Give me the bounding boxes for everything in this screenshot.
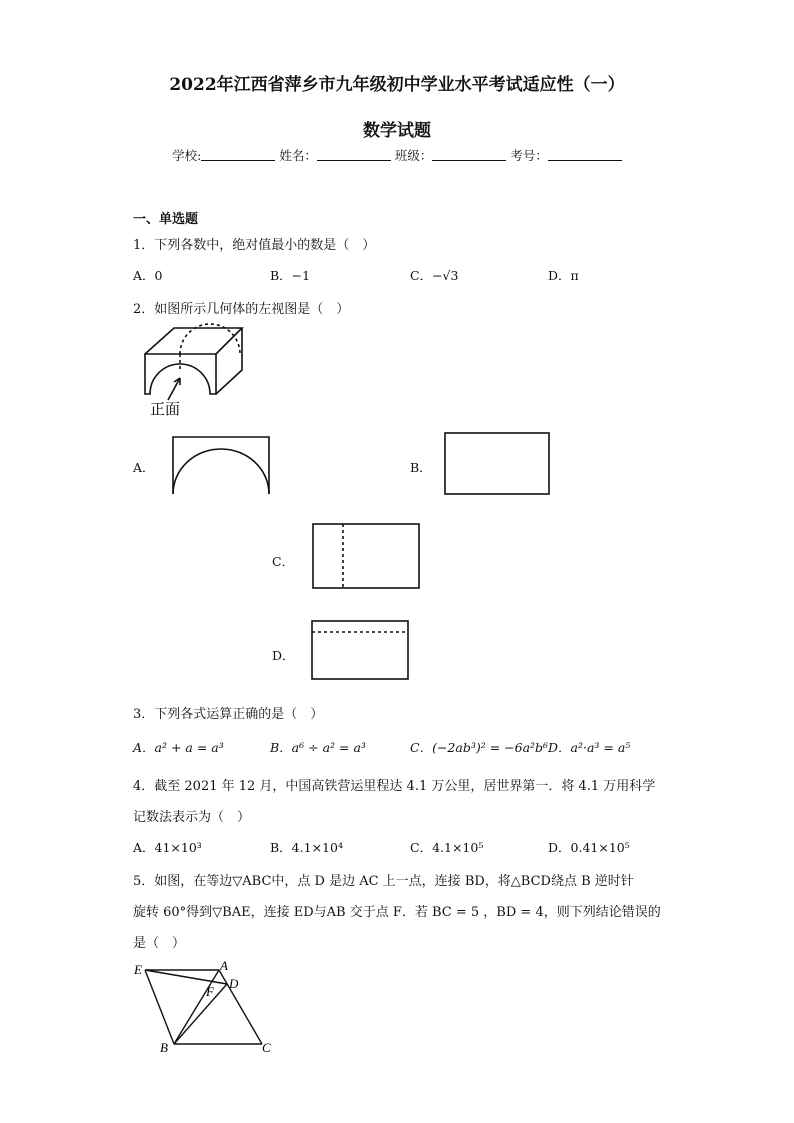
q2-option-d: D． (272, 648, 295, 663)
point-c-label: C (262, 1040, 271, 1055)
school-label: 学校: (172, 148, 202, 163)
class-label: 班级： (394, 148, 433, 163)
student-info-line (0, 146, 794, 164)
q2-option-d-shape (311, 620, 411, 682)
q1-option-c: C．−√3 (410, 268, 459, 283)
q1-option-a: A．0 (133, 268, 163, 283)
q4-option-c: C．4.1×10⁵ (410, 840, 484, 855)
q4-option-d: D．0.41×10⁵ (548, 840, 630, 855)
class-blank (432, 148, 506, 161)
exam-number-label: 考号： (510, 148, 548, 163)
q3-option-a: A．a² + a = a³ (133, 740, 224, 755)
q5-triangle-figure (130, 958, 280, 1058)
q1-option-b: B．−1 (270, 268, 311, 283)
q4-stem-line1: 4．截至 2021 年 12 月，中国高铁营运里程达 4.1 万公里，居世界第一．将 4.1 万用科学 (133, 779, 656, 794)
q5-stem-line1: 5．如图，在等边▽ABC中，点 D 是边 AC 上一点，连接 BD，将△BCD绕点 B 逆时针 (133, 874, 634, 889)
q1-option-d: D．π (548, 268, 579, 283)
q2-option-a: A． (133, 460, 155, 475)
q2-solid-figure (140, 322, 250, 422)
q2-option-b-shape (444, 432, 552, 496)
q1-stem: 1．下列各数中，绝对值最小的数是（ ） (133, 238, 376, 253)
page-subtitle: 数学试题 (363, 121, 431, 141)
name-blank (317, 148, 391, 161)
q5-stem-line2: 旋转 60°得到▽BAE，连接 ED与AB 交于点 F．若 BC = 5 ，BD = 4，则下列结论错误的 (133, 905, 661, 920)
q4-stem-line2: 记数法表示为（ ） (133, 810, 251, 825)
q3-option-c: C．(−2ab³)² = −6a²b⁶ (410, 740, 549, 755)
point-b-label: B (160, 1040, 168, 1055)
point-f-label: F (206, 984, 214, 999)
q5-stem-line3: 是（ ） (133, 936, 186, 951)
q4-option-b: B．4.1×10⁴ (270, 840, 343, 855)
q2-option-c-shape (312, 523, 422, 591)
q3-stem: 3．下列各式运算正确的是（ ） (133, 707, 324, 722)
name-label: 姓名： (279, 148, 317, 163)
point-a-label: A (220, 958, 228, 973)
school-blank (201, 148, 275, 161)
section-heading: 一、单选题 (133, 212, 199, 227)
point-d-label: D (229, 976, 239, 991)
q3-option-b: B．a⁶ ÷ a² = a³ (270, 740, 366, 755)
page-title: 2022年江西省萍乡市九年级初中学业水平考试适应性（一） (169, 75, 625, 95)
q2-stem: 2．如图所示几何体的左视图是（ ） (133, 302, 350, 317)
q3-option-d: D．a²·a³ = a⁵ (548, 740, 631, 755)
q2-option-c: C． (272, 554, 295, 569)
q4-option-a: A．41×10³ (133, 840, 202, 855)
point-e-label: E (134, 962, 142, 977)
q2-option-b: B． (410, 460, 432, 475)
q2-front-label: 正面 (150, 402, 181, 418)
exam-number-blank (548, 148, 622, 161)
q2-option-a-shape (172, 436, 272, 496)
